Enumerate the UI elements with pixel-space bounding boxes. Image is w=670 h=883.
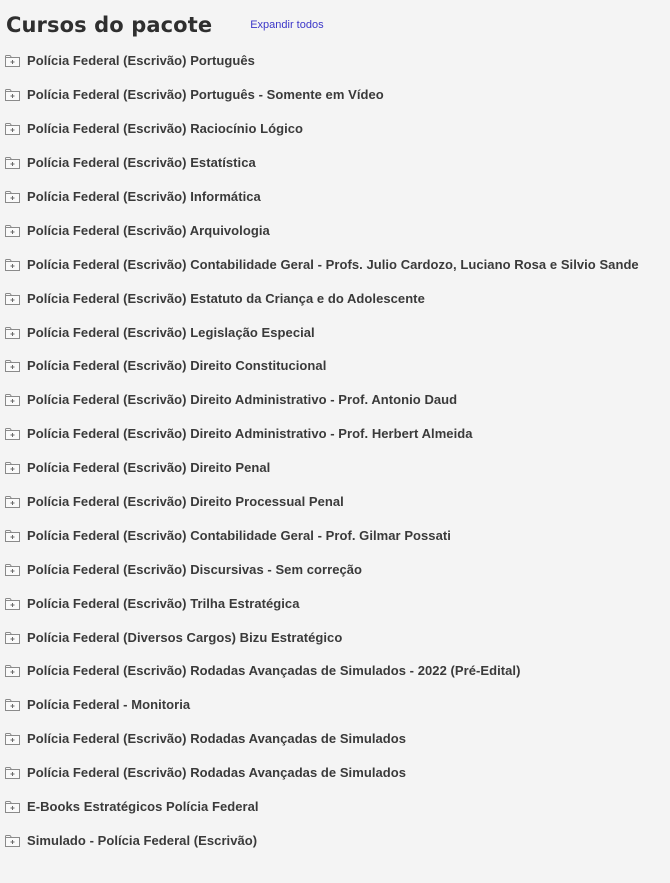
course-item[interactable]	[5, 78, 639, 112]
course-label: Polícia Federal (Escrivão) Direito Administrativo - Prof. Antonio Daud	[27, 392, 458, 408]
course-item[interactable]	[5, 586, 639, 620]
page-header	[6, 10, 324, 40]
folder-plus-icon[interactable]	[5, 359, 20, 372]
folder-plus-icon[interactable]	[5, 427, 20, 440]
course-item[interactable]	[5, 688, 639, 722]
folder-plus-icon[interactable]	[5, 122, 20, 135]
course-item[interactable]	[5, 654, 639, 688]
course-item[interactable]	[5, 213, 639, 247]
folder-plus-icon[interactable]	[5, 529, 20, 542]
course-label: Polícia Federal (Escrivão) Rodadas Avançadas de Simulados	[27, 765, 407, 781]
folder-plus-icon[interactable]	[5, 461, 20, 474]
course-label: Polícia Federal (Escrivão) Arquivologia	[27, 222, 270, 238]
folder-plus-icon[interactable]	[5, 54, 20, 67]
course-label: Polícia Federal (Escrivão) Contabilidade Geral - Profs. Julio Cardozo, Luciano Rosa e Silvio Sande	[27, 256, 639, 272]
course-label: Polícia Federal (Escrivão) Direito Constitucional	[27, 358, 327, 374]
course-label: Polícia Federal (Escrivão) Direito Penal	[27, 460, 271, 476]
course-label: Polícia Federal (Escrivão) Direito Administrativo - Prof. Herbert Almeida	[27, 426, 473, 442]
course-item[interactable]	[5, 756, 639, 790]
folder-plus-icon[interactable]	[5, 800, 20, 813]
folder-plus-icon[interactable]	[5, 292, 20, 305]
course-label: Polícia Federal (Diversos Cargos) Bizu Estratégico	[27, 629, 343, 645]
folder-plus-icon[interactable]	[5, 224, 20, 237]
folder-plus-icon[interactable]	[5, 631, 20, 644]
folder-plus-icon[interactable]	[5, 88, 20, 101]
course-label: Polícia Federal - Monitoria	[27, 697, 191, 713]
course-item[interactable]	[5, 552, 639, 586]
course-label: Polícia Federal (Escrivão) Estatuto da Criança e do Adolescente	[27, 290, 425, 306]
course-item[interactable]	[5, 349, 639, 383]
course-item[interactable]	[5, 823, 639, 857]
course-item[interactable]	[5, 518, 639, 552]
page-title: Cursos do pacote	[6, 13, 213, 37]
course-item[interactable]	[5, 146, 639, 180]
course-item[interactable]	[5, 790, 639, 824]
course-item[interactable]	[5, 247, 639, 281]
course-label: Polícia Federal (Escrivão) Português - Somente em Vídeo	[27, 87, 384, 103]
course-label: Polícia Federal (Escrivão) Raciocínio Lógico	[27, 121, 303, 137]
course-label: Polícia Federal (Escrivão) Rodadas Avançadas de Simulados - 2022 (Pré-Edital)	[27, 663, 521, 679]
folder-plus-icon[interactable]	[5, 258, 20, 271]
course-item[interactable]	[5, 417, 639, 451]
course-label: Polícia Federal (Escrivão) Trilha Estratégica	[27, 595, 300, 611]
course-label: E-Books Estratégicos Polícia Federal	[27, 799, 259, 815]
folder-plus-icon[interactable]	[5, 698, 20, 711]
course-item[interactable]	[5, 383, 639, 417]
course-label: Polícia Federal (Escrivão) Contabilidade Geral - Prof. Gilmar Possati	[27, 527, 451, 543]
course-item[interactable]	[5, 281, 639, 315]
folder-plus-icon[interactable]	[5, 326, 20, 339]
folder-plus-icon[interactable]	[5, 664, 20, 677]
folder-plus-icon[interactable]	[5, 190, 20, 203]
folder-plus-icon[interactable]	[5, 834, 20, 847]
folder-plus-icon[interactable]	[5, 495, 20, 508]
course-item[interactable]	[5, 44, 639, 78]
course-list	[5, 44, 639, 857]
course-label: Polícia Federal (Escrivão) Rodadas Avançadas de Simulados	[27, 731, 407, 747]
folder-plus-icon[interactable]	[5, 732, 20, 745]
course-label: Polícia Federal (Escrivão) Discursivas - Sem correção	[27, 561, 363, 577]
course-item[interactable]	[5, 722, 639, 756]
expand-all-link[interactable]: Expandir todos	[250, 19, 324, 31]
course-label: Polícia Federal (Escrivão) Estatística	[27, 155, 256, 171]
course-label: Simulado - Polícia Federal (Escrivão)	[27, 832, 258, 848]
folder-plus-icon[interactable]	[5, 597, 20, 610]
folder-plus-icon[interactable]	[5, 156, 20, 169]
course-label: Polícia Federal (Escrivão) Direito Processual Penal	[27, 494, 344, 510]
course-item[interactable]	[5, 620, 639, 654]
course-item[interactable]	[5, 485, 639, 519]
course-item[interactable]	[5, 315, 639, 349]
course-label: Polícia Federal (Escrivão) Informática	[27, 189, 261, 204]
course-item[interactable]	[5, 112, 639, 146]
folder-plus-icon[interactable]	[5, 393, 20, 406]
course-item[interactable]	[5, 180, 639, 214]
course-label: Polícia Federal (Escrivão) Legislação Especial	[27, 324, 315, 340]
course-label: Polícia Federal (Escrivão) Português	[27, 53, 255, 69]
folder-plus-icon[interactable]	[5, 563, 20, 576]
course-item[interactable]	[5, 451, 639, 485]
folder-plus-icon[interactable]	[5, 766, 20, 779]
